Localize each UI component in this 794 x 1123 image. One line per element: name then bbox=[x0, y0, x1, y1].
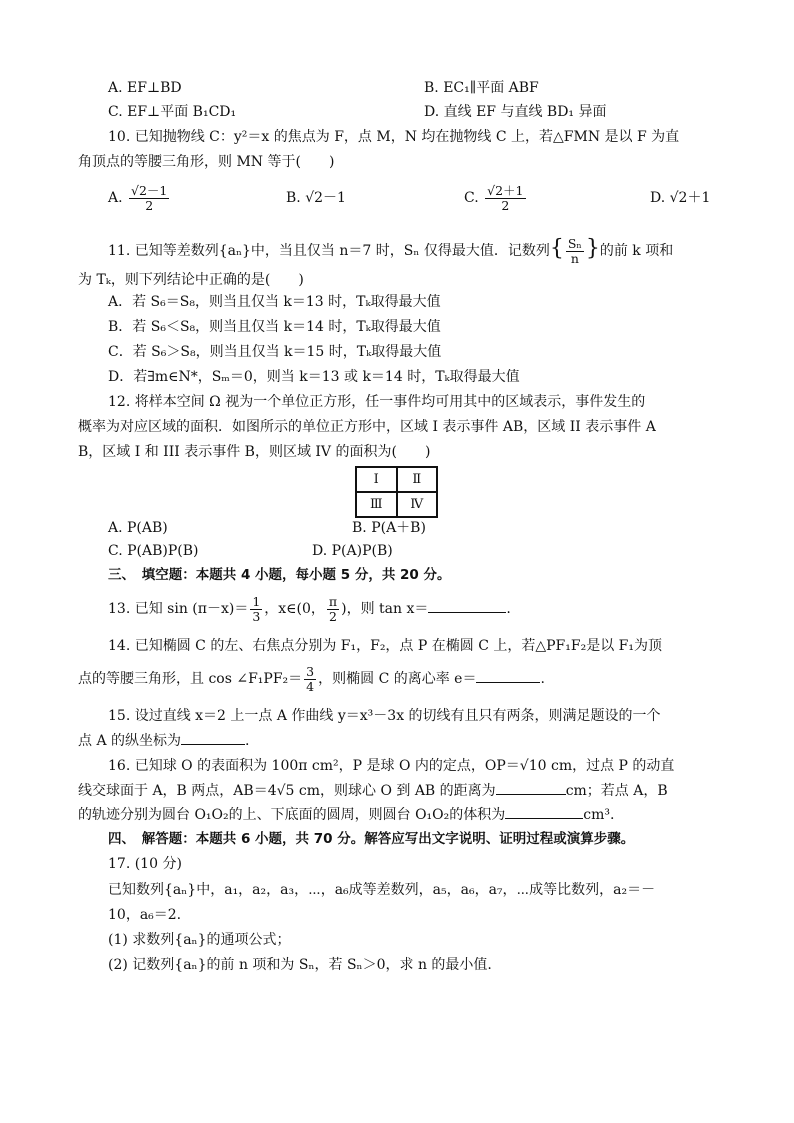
q14-line2-pre: 点的等腰三角形，且 cos ∠F₁PF₂＝ bbox=[78, 671, 303, 687]
q10-option-c bbox=[464, 178, 528, 218]
q13-end: . bbox=[506, 601, 511, 617]
q10-option-c-fraction: $\frac{√2+1}{2}$ bbox=[487, 182, 524, 213]
q11-option-a: A．若 S₆＝S₈，则当且仅当 k＝13 时，Tₖ取得最大值 bbox=[108, 294, 441, 310]
q16-line3-end: cm³. bbox=[583, 807, 615, 823]
q13 bbox=[108, 590, 511, 628]
q10-option-a-fraction: $\frac{√2-1}{2}$ bbox=[131, 182, 168, 213]
q15-answer-blank bbox=[181, 744, 245, 745]
q13-post: )，则 tan x＝ bbox=[341, 601, 429, 617]
q13-answer-blank bbox=[428, 612, 506, 613]
q10-option-d: D. √2＋1 bbox=[650, 190, 711, 206]
q9-option-a: A. EF⊥BD bbox=[108, 80, 182, 96]
q9-option-b: B. EC₁∥平面 ABF bbox=[424, 80, 539, 96]
q16-line2-end: cm；若点 A，B bbox=[565, 783, 668, 799]
q16-answer-blank-2 bbox=[505, 818, 583, 819]
q16-line3-text: 的轨迹分别为圆台 O₁O₂的上、下底面的圆周，则圆台 O₁O₂的体积为 bbox=[78, 807, 506, 823]
q16-line1: 16. 已知球 O 的表面积为 100π cm²，P 是球 O 内的定点，OP＝√10 cm，过点 P 的动直 bbox=[108, 758, 675, 774]
q16-line3 bbox=[78, 805, 614, 825]
q17-line1: 已知数列{aₙ}中，a₁，a₂，a₃，⋯，a₆成等差数列，a₅，a₆，a₇，⋯成等比数列，a₂＝－ bbox=[108, 882, 656, 898]
q13-fraction-1: $\frac{1}{3}$ bbox=[252, 593, 261, 624]
region-1: Ⅰ bbox=[356, 467, 397, 492]
q12-option-c: C. P(AB)P(B) bbox=[108, 543, 199, 559]
q10-line1: 10. 已知抛物线 C：y²＝x 的焦点为 F，点 M，N 均在抛物线 C 上，若△FMN 是以 F 为直 bbox=[108, 129, 680, 145]
q16-line2-text: 线交球面于 A，B 两点，AB＝4√5 cm，则球心 O 到 AB 的距离为 bbox=[78, 783, 496, 799]
q12-line2: 概率为对应区域的面积．如图所示的单位正方形中，区域 I 表示事件 AB，区域 II 表示事件 A bbox=[78, 419, 656, 435]
q13-mid: ，x∈(0， bbox=[264, 601, 325, 617]
q14-answer-blank bbox=[476, 682, 540, 683]
q9-option-d: D. 直线 EF 与直线 BD₁ 异面 bbox=[424, 104, 607, 120]
q11-option-b: B．若 S₆＜S₈，则当且仅当 k＝14 时，Tₖ取得最大值 bbox=[108, 319, 441, 335]
q10-option-c-label: C. bbox=[464, 190, 479, 206]
q10-option-b: B. √2－1 bbox=[286, 190, 346, 206]
q16-answer-blank-1 bbox=[496, 794, 566, 795]
region-2: Ⅱ bbox=[397, 467, 438, 492]
q9-option-c: C. EF⊥平面 B₁CD₁ bbox=[108, 104, 237, 120]
q10-option-a-label: A. bbox=[108, 190, 123, 206]
q14-fraction: $\frac{3}{4}$ bbox=[306, 663, 315, 694]
q17-line2: 10，a₆＝2. bbox=[108, 907, 182, 923]
q11-line1-tail: 的前 k 项和 bbox=[599, 243, 674, 259]
region-3: Ⅲ bbox=[356, 492, 397, 517]
q12-unit-square bbox=[355, 466, 438, 518]
q11-line2: 为 Tₖ，则下列结论中正确的是( ) bbox=[78, 272, 304, 288]
q10-line2: 角顶点的等腰三角形，则 MN 等于( ) bbox=[78, 154, 335, 170]
region-4: Ⅳ bbox=[397, 492, 438, 517]
q12-line3: B，区域 I 和 III 表示事件 B，则区域 IV 的面积为( ) bbox=[78, 444, 431, 460]
q17-part-2: (2) 记数列{aₙ}的前 n 项和为 Sₙ，若 Sₙ＞0，求 n 的最小值. bbox=[108, 957, 492, 973]
q14-line2 bbox=[78, 660, 545, 698]
q13-fraction-2: $\frac{\pi}{2}$ bbox=[328, 593, 338, 624]
q15-end: . bbox=[245, 733, 250, 749]
q11-line1-text: 11. 已知等差数列{aₙ}中，当且仅当 n＝7 时，Sₙ 仅得最大值．记数列 bbox=[108, 243, 550, 259]
q17-part-1: (1) 求数列{aₙ}的通项公式； bbox=[108, 932, 291, 948]
q11-seq-fraction: $\frac{\text{Sₙ}}{n}$ bbox=[567, 235, 582, 266]
section-3-heading: 三、 填空题：本题共 4 小题，每小题 5 分，共 20 分。 bbox=[108, 567, 451, 583]
q15-line2 bbox=[78, 731, 249, 751]
q11-option-c: C．若 S₆＞S₈，则当且仅当 k＝15 时，Tₖ取得最大值 bbox=[108, 344, 442, 360]
q12-option-b: B. P(A＋B) bbox=[352, 520, 426, 536]
q10-option-a bbox=[108, 178, 171, 218]
q14-end: . bbox=[540, 671, 545, 687]
q13-pre: 13. 已知 sin (π－x)＝ bbox=[108, 601, 249, 617]
q11-option-d: D．若∃m∈N*，Sₘ＝0，则当 k＝13 或 k＝14 时，Tₖ取得最大值 bbox=[108, 369, 520, 385]
q15-line2-text: 点 A 的纵坐标为 bbox=[78, 733, 182, 749]
q12-option-d: D. P(A)P(B) bbox=[312, 543, 393, 559]
section-4-heading: 四、 解答题：本题共 6 小题，共 70 分。解答应写出文字说明、证明过程或演算步骤。 bbox=[108, 831, 635, 847]
q12-line1: 12. 将样本空间 Ω 视为一个单位正方形，任一事件均可用其中的区域表示，事件发生的 bbox=[108, 394, 646, 410]
q12-option-a: A. P(AB) bbox=[108, 520, 168, 536]
q14-line2-post: ，则椭圆 C 的离心率 e＝ bbox=[318, 671, 477, 687]
q15-line1: 15. 设过直线 x＝2 上一点 A 作曲线 y＝x³－3x 的切线有且只有两条，则满足题设的一个 bbox=[108, 708, 661, 724]
q14-line1: 14. 已知椭圆 C 的左、右焦点分别为 F₁，F₂，点 P 在椭圆 C 上，若△PF₁F₂是以 F₁为顶 bbox=[108, 638, 662, 654]
q17-title: 17. (10 分) bbox=[108, 856, 182, 872]
q16-line2 bbox=[78, 781, 668, 801]
q11-line1: 11. 已知等差数列{aₙ}中，当且仅当 n＝7 时，Sₙ 仅得最大值．记数列{ $\frac{\text{Sₙ}}{n}$ }的前 k 项和 bbox=[108, 235, 674, 266]
